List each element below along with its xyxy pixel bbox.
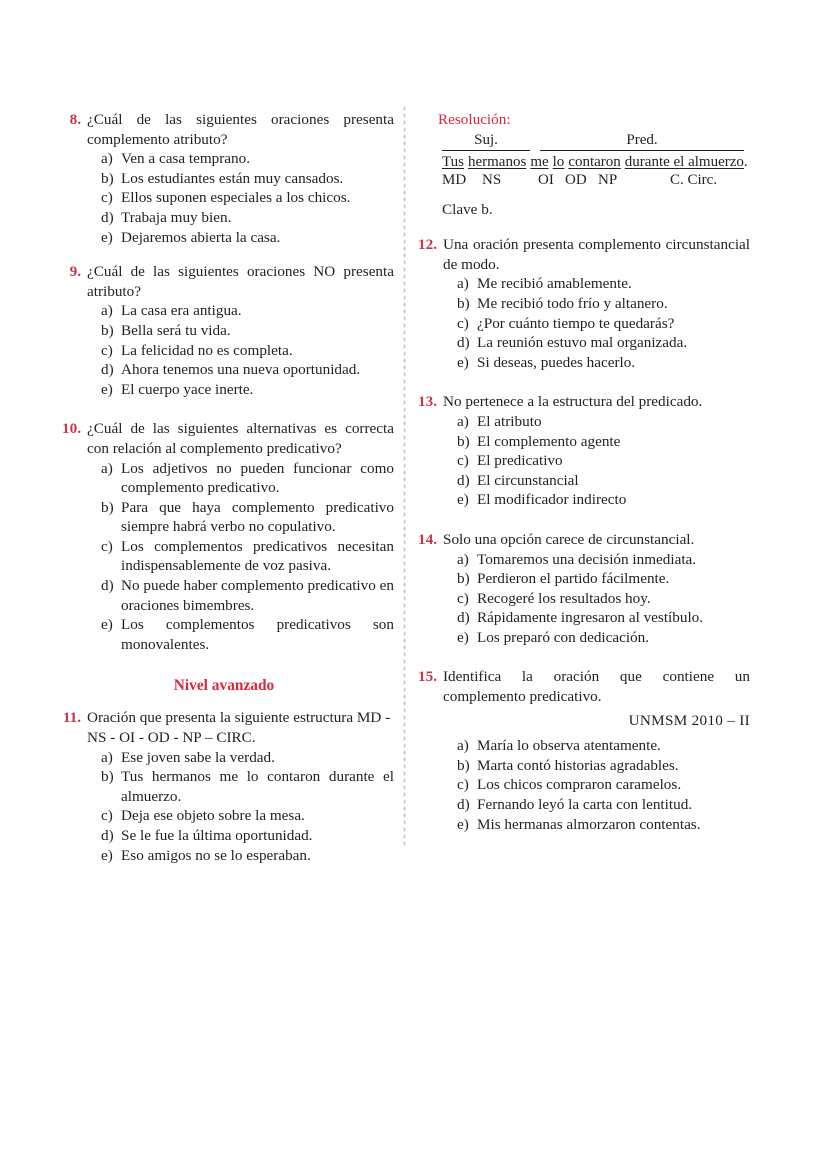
option-text: La reunión estuvo mal organizada. <box>477 334 688 352</box>
tag-circunstancial: C. Circ. <box>670 171 718 188</box>
option-text: Tomaremos una decisión inmediata. <box>477 550 697 568</box>
option-letter: b) <box>457 294 470 312</box>
option-list <box>443 412 750 510</box>
option-letter: a) <box>457 550 469 568</box>
left-column <box>54 110 394 880</box>
option-text: Mis hermanas almorzaron contentas. <box>477 815 701 833</box>
option-e[interactable] <box>457 490 750 510</box>
option-text: ¿Por cuánto tiempo te quedarás? <box>477 314 675 332</box>
sentence-word-oi: me <box>530 153 549 170</box>
option-text: El modificador indirecto <box>477 491 627 509</box>
sentence-analysis-diagram <box>442 132 750 220</box>
option-list <box>443 274 750 372</box>
tag-oi: OI <box>538 171 554 188</box>
option-a[interactable] <box>457 274 750 294</box>
option-text: Para que haya complemento predicativo siempre habrá verbo no copulativo. <box>121 498 394 536</box>
resolucion-block <box>410 110 750 219</box>
predicate-bracket-label: Pred. <box>540 132 744 151</box>
option-d[interactable] <box>101 826 394 846</box>
option-text: La casa era antigua. <box>121 302 242 320</box>
answer-key: Clave b. <box>442 200 493 218</box>
option-letter: e) <box>101 380 113 398</box>
sentence-word-ns: hermanos <box>467 153 527 170</box>
question-stem: Identifica la oración que contiene un complemento predicativo. <box>443 668 750 706</box>
option-d[interactable] <box>457 471 750 491</box>
tag-np: NP <box>598 171 618 188</box>
option-text: Bella será tu vida. <box>121 321 231 339</box>
option-letter: c) <box>101 537 113 555</box>
question-number: 12. <box>418 236 437 254</box>
option-text: La felicidad no es completa. <box>121 341 293 359</box>
question-14 <box>410 530 750 648</box>
option-letter: d) <box>457 796 470 814</box>
option-letter: b) <box>101 169 114 187</box>
option-letter: b) <box>457 756 470 774</box>
option-text: Me recibió todo frío y altanero. <box>477 294 668 312</box>
option-letter: e) <box>457 491 469 509</box>
question-stem: No pertenece a la estructura del predicado. <box>443 393 703 411</box>
section-heading-nivel-avanzado: Nivel avanzado <box>173 677 275 695</box>
option-letter: e) <box>101 228 113 246</box>
option-letter: e) <box>457 628 469 646</box>
option-text: Marta contó historias agradables. <box>477 756 679 774</box>
question-number: 8. <box>69 111 81 128</box>
option-a[interactable] <box>457 412 750 432</box>
option-text: El predicativo <box>477 452 563 470</box>
option-letter: b) <box>101 321 114 339</box>
option-letter: c) <box>101 189 113 207</box>
question-15 <box>410 667 750 834</box>
option-text: Los complementos predicativos son monovalentes. <box>121 616 394 653</box>
option-list <box>87 301 394 399</box>
option-c[interactable] <box>101 806 394 826</box>
option-letter: d) <box>101 577 114 595</box>
option-letter: c) <box>101 807 113 825</box>
sentence-word-md: Tus <box>442 153 464 170</box>
option-text: Perdieron el partido fácilmente. <box>477 570 670 588</box>
option-c[interactable] <box>457 314 750 334</box>
option-b[interactable] <box>457 432 750 452</box>
option-a[interactable] <box>457 736 750 756</box>
option-a[interactable] <box>101 149 394 169</box>
option-text: Me recibió amablemente. <box>477 275 632 293</box>
question-13 <box>410 392 750 510</box>
option-letter: d) <box>101 827 114 844</box>
question-stem: Solo una opción carece de circunstancial. <box>443 530 695 548</box>
question-number: 11. <box>62 709 81 727</box>
option-e[interactable] <box>101 615 394 654</box>
right-column <box>410 110 750 849</box>
option-letter: d) <box>457 609 470 627</box>
tag-ns: NS <box>482 171 502 188</box>
option-a[interactable] <box>457 550 750 570</box>
question-number: 13. <box>418 393 437 411</box>
analysis-sentence-row <box>442 154 750 171</box>
option-letter: b) <box>101 498 114 516</box>
option-text: Tus hermanos me lo contaron durante el almuerzo. <box>121 768 394 805</box>
option-d[interactable] <box>101 208 394 228</box>
option-letter: e) <box>101 846 113 864</box>
option-b[interactable] <box>457 294 750 314</box>
question-8 <box>54 110 394 247</box>
option-e[interactable] <box>457 353 750 373</box>
option-letter: b) <box>101 768 114 786</box>
option-c[interactable] <box>457 775 750 795</box>
exam-source-credit: UNMSM 2010 – II <box>628 711 750 729</box>
option-letter: a) <box>101 748 113 766</box>
option-d[interactable] <box>457 333 750 353</box>
analysis-bracket-row <box>442 132 750 151</box>
question-10 <box>54 419 394 654</box>
option-text: Trabaja muy bien. <box>121 208 232 226</box>
question-number: 15. <box>418 668 437 686</box>
question-stem: ¿Cuál de las siguientes oraciones presenta complemento atributo? <box>87 111 394 148</box>
sentence-word-circ: durante el almuerzo <box>624 153 744 170</box>
option-letter: d) <box>457 334 470 352</box>
tag-md: MD <box>442 171 467 188</box>
option-text: Recogeré los resultados hoy. <box>477 589 651 607</box>
sentence-word-np: contaron <box>568 153 621 170</box>
option-c[interactable] <box>101 188 394 208</box>
option-d[interactable] <box>457 608 750 628</box>
option-e[interactable] <box>101 846 394 866</box>
option-c[interactable] <box>101 537 394 576</box>
option-text: Ellos suponen especiales a los chicos. <box>121 189 351 207</box>
question-number: 14. <box>418 530 437 548</box>
option-letter: d) <box>457 471 470 489</box>
option-text: Rápidamente ingresaron al vestíbulo. <box>477 609 704 627</box>
option-text: Ese joven sabe la verdad. <box>121 748 275 766</box>
option-list <box>443 736 750 834</box>
option-letter: a) <box>101 150 113 168</box>
option-text: Ven a casa temprano. <box>121 150 251 168</box>
option-c[interactable] <box>457 451 750 471</box>
option-text: Los adjetivos no pueden funcionar como complemento predicativo. <box>121 459 394 497</box>
option-letter: c) <box>457 314 469 332</box>
option-text: No puede haber complemento predicativo en oraciones bimembres. <box>121 577 394 614</box>
sentence-word-od: lo <box>552 153 565 170</box>
question-stem: ¿Cuál de las siguientes oraciones NO presenta atributo? <box>87 263 394 300</box>
option-letter: a) <box>101 302 113 320</box>
question-stem: Una oración presenta complemento circunstancial de modo. <box>443 236 750 273</box>
tag-od: OD <box>565 171 587 188</box>
option-list <box>87 149 394 247</box>
option-list <box>443 550 750 648</box>
question-stem: ¿Cuál de las siguientes alternativas es correcta con relación al complemento predicativo? <box>87 420 394 457</box>
column-divider <box>403 105 406 847</box>
option-text: Los chicos compraron caramelos. <box>477 776 682 794</box>
option-d[interactable] <box>101 576 394 615</box>
option-d[interactable] <box>457 795 750 815</box>
option-letter: a) <box>457 412 469 430</box>
option-text: El complemento agente <box>477 432 621 450</box>
option-text: Deja ese objeto sobre la mesa. <box>121 807 305 825</box>
option-b[interactable] <box>101 767 394 806</box>
option-c[interactable] <box>101 341 394 361</box>
option-e[interactable] <box>101 380 394 400</box>
option-a[interactable] <box>101 748 394 768</box>
option-text: El circunstancial <box>477 471 579 489</box>
option-list <box>87 748 394 866</box>
option-letter: e) <box>101 616 113 634</box>
option-text: Dejaremos abierta la casa. <box>121 228 281 246</box>
option-letter: c) <box>457 589 469 607</box>
option-text: Se le fue la última oportunidad. <box>121 827 313 844</box>
analysis-tag-row <box>442 172 750 191</box>
option-b[interactable] <box>101 498 394 537</box>
question-11 <box>54 708 394 865</box>
question-12 <box>410 235 750 372</box>
option-b[interactable] <box>457 569 750 589</box>
question-stem: Oración que presenta la siguiente estructura MD - NS - OI - OD - NP – CIRC. <box>87 709 391 747</box>
option-text: Los complementos predicativos necesitan indispensablemente de voz pasiva. <box>121 537 394 575</box>
option-letter: c) <box>457 452 469 470</box>
option-letter: b) <box>457 570 470 588</box>
option-text: Los estudiantes están muy cansados. <box>121 169 344 187</box>
option-e[interactable] <box>101 228 394 248</box>
option-letter: c) <box>101 341 113 359</box>
option-letter: e) <box>457 815 469 833</box>
option-e[interactable] <box>457 628 750 648</box>
option-letter: d) <box>101 208 114 226</box>
option-b[interactable] <box>101 321 394 341</box>
question-number: 9. <box>69 263 81 281</box>
question-number: 10. <box>62 420 81 438</box>
option-text: Si deseas, puedes hacerlo. <box>477 353 636 371</box>
option-text: Ahora tenemos una nueva oportunidad. <box>121 361 361 379</box>
option-letter: a) <box>101 459 113 477</box>
option-letter: a) <box>457 275 469 293</box>
option-text: María lo observa atentamente. <box>477 737 661 755</box>
option-b[interactable] <box>457 756 750 776</box>
option-text: Los preparó con dedicación. <box>477 628 650 646</box>
option-text: Fernando leyó la carta con lentitud. <box>477 796 693 814</box>
option-a[interactable] <box>101 459 394 498</box>
option-text: El cuerpo yace inerte. <box>121 380 254 398</box>
option-a[interactable] <box>101 301 394 321</box>
option-c[interactable] <box>457 589 750 609</box>
resolucion-title: Resolución: <box>438 111 511 128</box>
option-d[interactable] <box>101 360 394 380</box>
option-e[interactable] <box>457 815 750 835</box>
option-b[interactable] <box>101 169 394 189</box>
subject-bracket-label: Suj. <box>442 132 530 151</box>
option-list <box>87 459 394 655</box>
question-9 <box>54 262 394 399</box>
option-letter: b) <box>457 432 470 450</box>
sentence-final-period: . <box>743 153 748 170</box>
option-letter: a) <box>457 737 469 755</box>
option-letter: e) <box>457 353 469 371</box>
option-letter: d) <box>101 361 114 379</box>
option-letter: c) <box>457 776 469 794</box>
option-text: Eso amigos no se lo esperaban. <box>121 846 311 864</box>
option-text: El atributo <box>477 412 542 430</box>
